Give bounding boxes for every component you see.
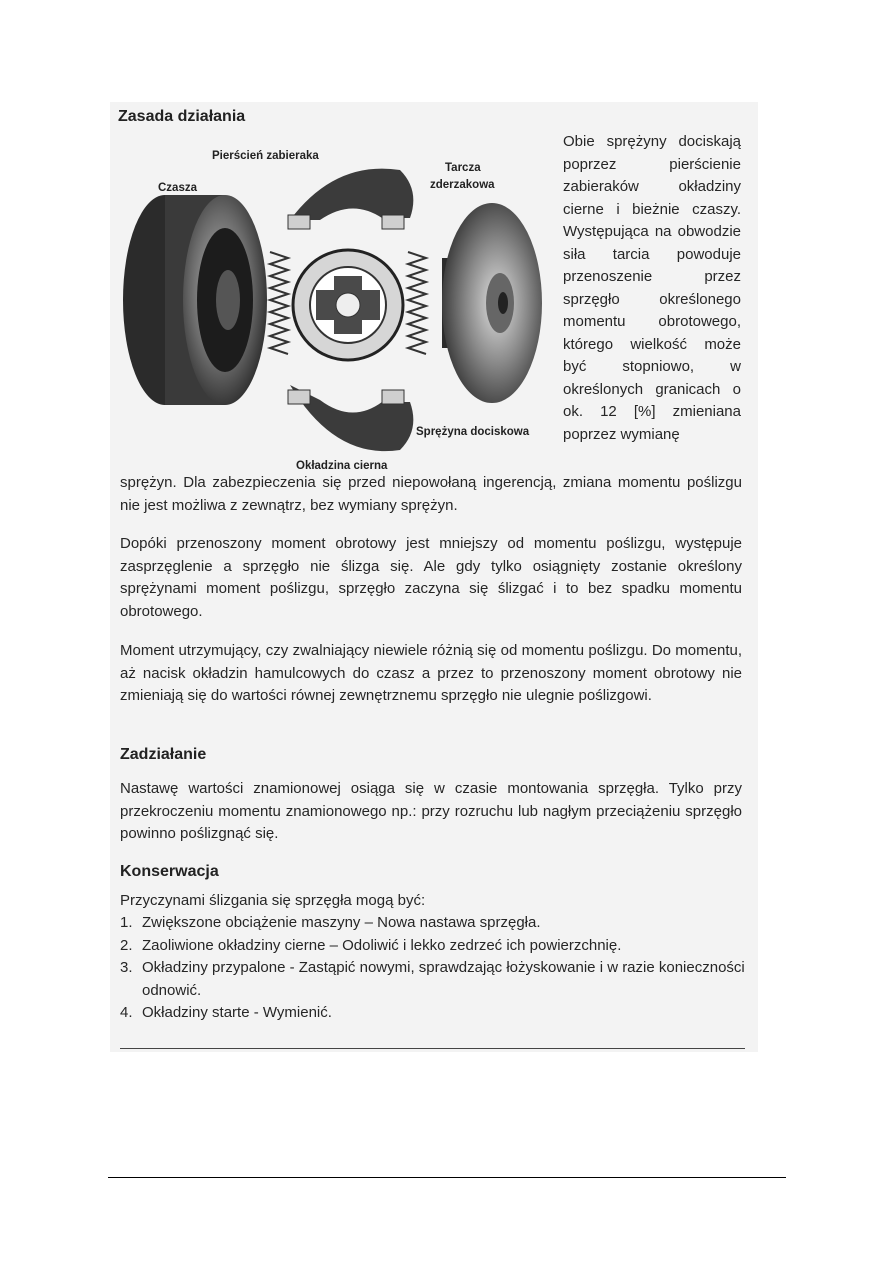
list-item-number: 4. bbox=[120, 1004, 133, 1021]
footer-rule bbox=[108, 1177, 786, 1178]
right-spring-shape bbox=[408, 252, 426, 354]
label-pierscien-zabieraka: Pierścień zabieraka bbox=[212, 150, 319, 162]
list-item-text: Zwiększone obciążenie maszyny – Nowa nastawa sprzęgła. bbox=[142, 914, 541, 931]
label-zderzakowa: zderzakowa bbox=[430, 179, 495, 191]
label-sprezyna-dociskowa: Sprężyna dociskowa bbox=[416, 426, 530, 438]
list-item-text: Zaoliwione okładziny cierne – Odoliwić i lekko zedrzeć ich powierzchnię. bbox=[142, 936, 622, 954]
clutch-figure bbox=[120, 140, 555, 475]
thrust-disc-shape bbox=[442, 203, 542, 403]
list-item-number: 3. bbox=[120, 959, 133, 976]
list-item bbox=[120, 912, 760, 935]
heading-zadzialanie: Zadziałanie bbox=[120, 746, 207, 763]
label-tarcza: Tarcza bbox=[445, 162, 481, 174]
heading-konserwacja: Konserwacja bbox=[120, 863, 219, 880]
continuation-paragraph: sprężyn. Dla zabezpieczenia się przed niepowołaną ingerencją, zmiana momentu poślizgu nie jest możliwa z zewnątrz, bez wymiany sprężyn. bbox=[120, 474, 742, 514]
causes-list bbox=[120, 912, 760, 1025]
section-divider bbox=[120, 1048, 745, 1049]
list-item-number: 1. bbox=[120, 914, 133, 931]
list-item-text: Okładziny przypalone - Zastąpić nowymi, sprawdzając łożyskowanie i w razie konieczności odnowić. bbox=[142, 959, 745, 999]
paragraph-zadzialanie: Nastawę wartości znamionowej osiąga się w czasie montowania sprzęgła. Tylko przy przekroczeniu momentu znamionowego np.: przy rozruchu lub nagłym przeciążeniu sprzęgło powinno poślizgnąć się. bbox=[120, 780, 742, 842]
hub-shape bbox=[293, 250, 403, 360]
paragraph-2: Dopóki przenoszony moment obrotowy jest mniejszy od momentu poślizgu, występuje zasprzęglenie a sprzęgło nie ślizga się. Ale gdy tylko osiągnięty zostanie określony sprężynami moment poślizgu, sprzęgło zaczyna się ślizgać i to bez spadku momentu obrotowego. bbox=[120, 535, 742, 620]
list-item bbox=[120, 935, 760, 958]
paragraph-3: Moment utrzymujący, czy zwalniający niewiele różnią się od momentu poślizgu. Do momentu, aż nacisk okładzin hamulcowych do czasz a przez to przenoszony moment obrotowy nie zmieniają się do wartości równej zewnętrznemu sprzęgło nie ulegnie poślizgowi. bbox=[120, 642, 742, 704]
list-item-number: 2. bbox=[120, 936, 133, 954]
konserwacja-intro: Przyczynami ślizgania się sprzęgła mogą być: bbox=[120, 892, 426, 909]
list-item bbox=[120, 1002, 760, 1025]
upper-shoe-shape bbox=[290, 169, 413, 220]
left-spring-shape bbox=[270, 252, 288, 354]
drum-shape bbox=[123, 195, 267, 405]
label-okladzina-cierna: Okładzina cierna bbox=[296, 460, 388, 472]
list-item bbox=[120, 957, 760, 1002]
label-czasza: Czasza bbox=[158, 182, 197, 194]
heading-zasada: Zasada działania bbox=[118, 108, 246, 125]
list-item-text: Okładziny starte - Wymienić. bbox=[142, 1004, 332, 1021]
side-column-text: Obie sprężyny dociskają poprzez pierścienie zabieraków okładziny cierne i bieżnie czaszy. Występująca na obwodzie siła tarcia powoduje przenoszenie przez sprzęgło określonego momentu obrotowego, którego wielkość może być stopniowo, w określonych granicach o ok. 12 [%] zmieniana poprzez wymianę bbox=[563, 133, 741, 443]
